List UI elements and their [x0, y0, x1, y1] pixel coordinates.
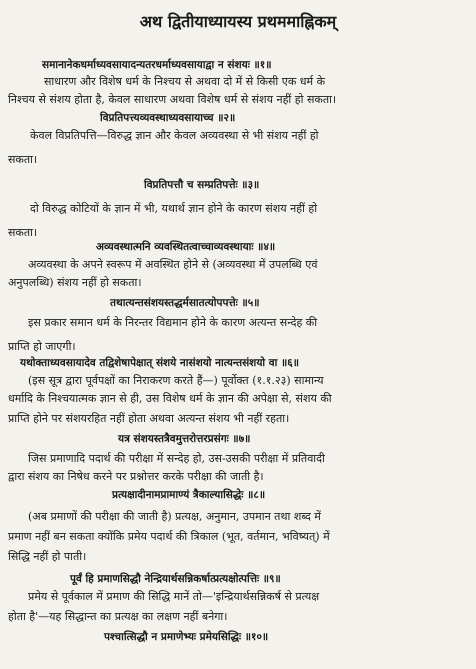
commentary-line: प्राप्ति होने पर संशयरहित नहीं होता अथवा अत्यन्त संशय भी नहीं रहता। — [8, 412, 290, 425]
commentary-line: अव्यवस्था के अपने स्वरूप में अवस्थित होने से (अव्यवस्था में उपलब्धि एवं — [28, 258, 318, 271]
commentary-line: केवल विप्रतिपत्ति—विरुद्ध ज्ञान और केवल अव्यवस्था से भी संशय नहीं हो — [30, 129, 319, 142]
commentary-line: (इस सूत्र द्वारा पूर्वपक्षों का निराकरण करते हैं—) पूर्वोक्त (१.१.२३) सामान्य — [28, 374, 324, 387]
sutra-2: विप्रतिपत्त्यव्यवस्थाध्यवसायाच्च ॥२॥ — [100, 112, 236, 124]
commentary-line: होता है'—यह सिद्धान्त का प्रत्यक्ष का लक्षण नहीं बनेगा। — [8, 610, 228, 623]
sutra-8: प्रत्यक्षादीनामप्रामाण्यं त्रैकाल्यासिद्धेः ॥८॥ — [112, 489, 266, 501]
commentary-line: साधारण और विशेष धर्म के निश्चय से अथवा दो में से किसी एक धर्म के — [44, 75, 326, 88]
commentary-line: दो विरुद्ध कोटियों के ज्ञान में भी, यथार्थ ज्ञान होने के कारण संशय नहीं हो — [30, 202, 318, 215]
sutra-4: अव्यवस्थात्मनि व्यवस्थितत्वाच्चाव्यवस्थायाः ॥४॥ — [96, 241, 276, 253]
commentary-line: निश्चय से संशय होता है, केवल साधारण अथवा विशेष धर्म से संशय नहीं हो सकता। — [8, 93, 337, 106]
sutra-3: विप्रतिपत्तौ च सम्प्रतिपत्तेः ॥३॥ — [144, 179, 260, 191]
commentary-line: इस प्रकार समान धर्म के निरन्तर विद्यमान होने के कारण अत्यन्त सन्देह की — [28, 316, 318, 329]
commentary-line: अनुपलब्धि) संशय नहीं हो सकता। — [8, 276, 142, 289]
commentary-line: सकता। — [8, 153, 38, 166]
commentary-line: द्वारा संशय का निषेध करने पर प्रश्नोत्तर करके परीक्षा की जाती है। — [8, 470, 264, 483]
sutra-6: यथोक्ताध्यवसायादेव तद्विशेषापेक्षात् संशये नासंशयो नात्यन्तसंशयो वा ॥६॥ — [20, 357, 300, 369]
sutra-1: समानानेकधर्माध्यवसायादन्यतरधर्माध्यवसायाद्वा न संशयः ॥१॥ — [42, 59, 272, 71]
sutra-10: पश्चात्सिद्धौ न प्रमाणेभ्यः प्रमेयसिद्धिः ॥१०॥ — [104, 631, 269, 643]
commentary-line: सकता। — [8, 226, 38, 239]
commentary-line: सिद्धि नहीं हो पाती। — [8, 550, 87, 563]
commentary-line: प्रमाण नहीं बन सकता क्योंकि प्रमेय पदार्थ की त्रिकाल (भूत, वर्तमान, भविष्यत्) में — [8, 530, 330, 543]
commentary-line: प्रमेय से पूर्वकाल में प्रमाण की सिद्धि मानें तो—'इन्द्रियार्थसन्निकर्ष से प्रत्यक्ष — [28, 590, 320, 603]
chapter-heading: अथ द्वितीयाध्यायस्य प्रथममाह्निकम् — [139, 12, 337, 31]
commentary-line: जिस प्रमाणादि पदार्थ की परीक्षा में सन्देह हो, उस-उसकी परीक्षा में प्रतिवादी — [28, 452, 325, 465]
commentary-line: धर्मादि के निश्चयात्मक ज्ञान से ही, उस विशेष धर्म के ज्ञान की अपेक्षा से, संशय की — [8, 392, 332, 405]
sutra-5: तथात्यन्तसंशयस्तद्धर्मसातत्योपपत्तेः ॥५॥ — [110, 297, 260, 309]
sutra-7: यत्र संशयस्तत्रैवमुत्तरोत्तरप्रसंगः ॥७॥ — [118, 433, 251, 445]
commentary-line: (अब प्रमाणों की परीक्षा की जाती है) प्रत्यक्ष, अनुमान, उपमान तथा शब्द में — [28, 510, 321, 523]
commentary-line: प्राप्ति हो जाएगी। — [8, 340, 76, 353]
sutra-9: पूर्वं हि प्रमाणसिद्धौ नेन्द्रियार्थसन्निकर्षात्प्रत्यक्षोत्पत्तिः ॥९॥ — [70, 573, 281, 585]
